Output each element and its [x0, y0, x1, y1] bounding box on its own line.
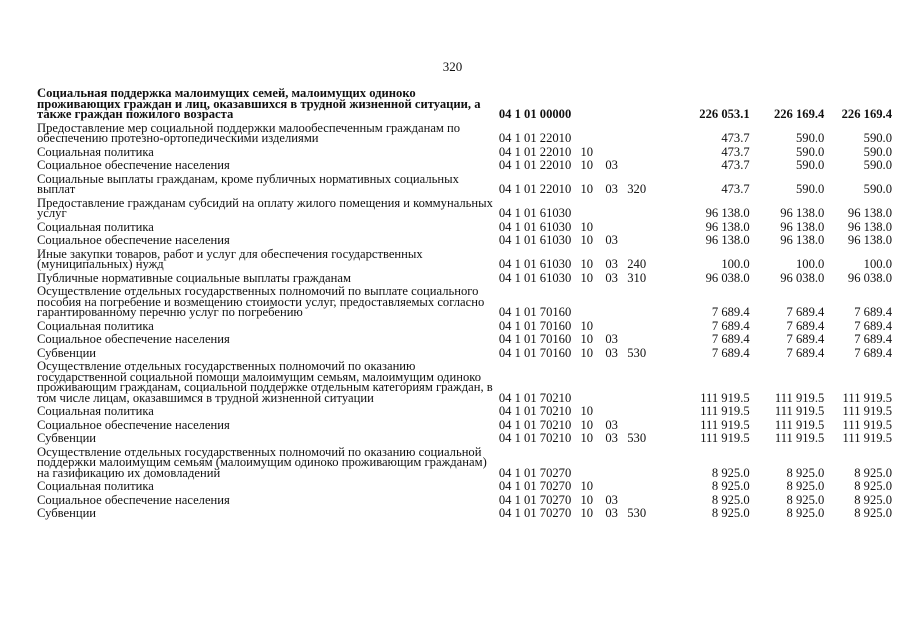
row-name: Осуществление отдельных государственных полномочий по оказанию государственной социальной помощи малоимущим семьям, малоимущим одиноко проживающим гражданам, социальной поддержке отдельным категориям граждан, в том числе лицам, оказавшимся в трудной жизненной ситуации [37, 359, 493, 405]
row-name: Социальное обеспечение населения [37, 492, 230, 507]
row-name: Осуществление отдельных государственных полномочий по выплате социального пособия на погребение и возмещению стоимости услуг, предоставляемых согласно гарантированному перечню услуг по погребению [37, 284, 485, 319]
amount-year-1: 7 689.4 [711, 332, 750, 346]
table-row [37, 144, 892, 158]
row-name: Социальная политика [37, 404, 154, 418]
target-code: 04 1 01 22010 [498, 144, 572, 159]
amount-year-3: 96 138.0 [847, 219, 892, 234]
amount-year-2: 111 919.5 [774, 431, 825, 445]
table-row [37, 283, 892, 318]
expense-type-code: 240 [627, 257, 647, 271]
section-code: 10 [580, 233, 594, 247]
amount-year-2: 7 689.4 [786, 332, 825, 346]
table-row [37, 232, 892, 246]
row-name: Социальная политика [37, 318, 154, 333]
amount-year-2: 7 689.4 [786, 318, 825, 333]
row-name: Осуществление отдельных государственных полномочий по оказанию социальной поддержки малоимущим семьям (малоимущим одиноко проживающим гражданам) на газификацию их домовладений [37, 444, 487, 480]
section-code: 10 [580, 345, 594, 360]
amount-year-1: 96 138.0 [705, 233, 750, 247]
amount-year-2: 96 138.0 [780, 206, 825, 220]
amount-year-1: 473.7 [721, 182, 750, 196]
table-row [37, 171, 892, 195]
subsection-code: 03 [605, 417, 618, 432]
row-name: Социальная поддержка малоимущих семей, малоимущих одиноко проживающих граждан и лиц, оказавшихся в трудной жизненной ситуации, а также граждан пожилого возраста [37, 86, 481, 121]
section-code: 10 [580, 158, 594, 172]
amount-year-3: 7 689.4 [854, 318, 892, 333]
row-name: Социальное обеспечение населения [37, 417, 230, 432]
amount-year-3: 7 689.4 [854, 332, 892, 346]
table-row [37, 318, 892, 332]
amount-year-3: 96 138.0 [847, 206, 892, 220]
table-row [37, 270, 892, 284]
amount-year-3: 8 925.0 [854, 479, 892, 493]
amount-year-3: 8 925.0 [854, 492, 892, 507]
amount-year-1: 111 919.5 [700, 390, 750, 405]
target-code: 04 1 01 70270 [498, 465, 572, 480]
row-name: Социальная политика [37, 219, 154, 234]
amount-year-3: 111 919.5 [842, 431, 892, 445]
row-name: Социальная политика [37, 479, 154, 493]
target-code: 04 1 01 22010 [498, 158, 572, 172]
subsection-code: 03 [605, 257, 618, 271]
amount-year-1: 473.7 [721, 131, 750, 145]
section-code: 10 [580, 479, 594, 493]
amount-year-1: 7 689.4 [711, 305, 750, 319]
row-name: Субвенции [37, 345, 97, 360]
section-code: 10 [580, 257, 594, 271]
section-code: 10 [580, 431, 594, 445]
target-code: 04 1 01 22010 [498, 131, 572, 145]
table-row [37, 246, 892, 270]
amount-year-1: 111 919.5 [700, 417, 750, 432]
amount-year-1: 7 689.4 [711, 318, 750, 333]
table-row [37, 195, 892, 219]
amount-year-3: 8 925.0 [854, 506, 892, 520]
row-name: Иные закупки товаров, работ и услуг для обеспечения государственных (муниципальных) нужд [37, 246, 423, 271]
expense-type-code: 320 [627, 182, 647, 196]
table-row [37, 85, 892, 120]
amount-year-3: 8 925.0 [854, 465, 892, 480]
target-code: 04 1 01 70270 [498, 492, 572, 507]
target-code: 04 1 01 61030 [498, 206, 572, 220]
amount-year-1: 8 925.0 [711, 492, 750, 507]
subsection-code: 03 [605, 332, 618, 346]
amount-year-3: 111 919.5 [842, 417, 892, 432]
subsection-code: 03 [605, 233, 618, 247]
amount-year-1: 8 925.0 [711, 479, 750, 493]
target-code: 04 1 01 61030 [498, 270, 572, 285]
amount-year-1: 8 925.0 [711, 506, 750, 520]
row-name: Предоставление мер социальной поддержки малообеспеченным гражданам по обеспечению протезно-ортопедическими изделиями [37, 120, 461, 145]
table-row [37, 331, 892, 345]
row-name: Социальные выплаты гражданам, кроме публичных нормативных социальных выплат [37, 171, 459, 196]
row-name: Социальная политика [37, 144, 154, 159]
target-code: 04 1 01 70160 [498, 332, 572, 346]
subsection-code: 03 [605, 492, 618, 507]
amount-year-3: 590.0 [863, 158, 892, 172]
amount-year-2: 100.0 [795, 257, 825, 271]
subsection-code: 03 [605, 182, 618, 196]
expense-type-code: 530 [627, 431, 647, 445]
target-code: 04 1 01 70210 [498, 390, 572, 405]
amount-year-3: 590.0 [863, 131, 892, 145]
amount-year-1: 473.7 [721, 144, 750, 159]
target-code: 04 1 01 70270 [498, 506, 572, 520]
amount-year-1: 8 925.0 [711, 465, 750, 480]
table-row [37, 444, 892, 479]
table-row [37, 417, 892, 431]
row-name: Социальное обеспечение населения [37, 332, 230, 346]
target-code: 04 1 01 70160 [498, 318, 572, 333]
section-code: 10 [580, 404, 594, 418]
table-row [37, 505, 892, 519]
target-code: 04 1 01 61030 [498, 219, 572, 234]
section-code: 10 [580, 332, 594, 346]
amount-year-1: 96 138.0 [705, 219, 750, 234]
row-name: Субвенции [37, 431, 97, 445]
amount-year-2: 96 038.0 [780, 270, 825, 285]
amount-year-2: 590.0 [795, 158, 825, 172]
amount-year-1: 473.7 [721, 158, 750, 172]
target-code: 04 1 01 70160 [498, 345, 572, 360]
amount-year-2: 96 138.0 [780, 233, 825, 247]
section-code: 10 [580, 182, 594, 196]
target-code: 04 1 01 22010 [498, 182, 572, 196]
table-row [37, 403, 892, 417]
amount-year-3: 100.0 [863, 257, 892, 271]
amount-year-2: 590.0 [795, 144, 825, 159]
table-row [37, 478, 892, 492]
amount-year-3: 96 138.0 [847, 233, 892, 247]
amount-year-3: 96 038.0 [847, 270, 892, 285]
subsection-code: 03 [605, 270, 618, 285]
amount-year-2: 96 138.0 [780, 219, 825, 234]
amount-year-3: 111 919.5 [842, 404, 892, 418]
amount-year-2: 7 689.4 [786, 345, 825, 360]
row-name: Предоставление гражданам субсидий на оплату жилого помещения и коммунальных услуг [37, 195, 493, 220]
table-row [37, 430, 892, 444]
table-row [37, 157, 892, 171]
row-name: Социальное обеспечение населения [37, 158, 230, 172]
target-code: 04 1 01 70270 [498, 479, 572, 493]
amount-year-2: 590.0 [795, 131, 825, 145]
row-name: Публичные нормативные социальные выплаты гражданам [37, 270, 351, 285]
amount-year-3: 590.0 [863, 182, 892, 196]
table-row [37, 345, 892, 359]
target-code: 04 1 01 61030 [498, 233, 572, 247]
row-name: Социальное обеспечение населения [37, 233, 230, 247]
target-code: 04 1 01 70160 [498, 305, 572, 319]
subsection-code: 03 [605, 506, 618, 520]
target-code: 04 1 01 61030 [498, 257, 572, 271]
amount-year-2: 7 689.4 [786, 305, 825, 319]
section-code: 10 [580, 219, 594, 234]
amount-year-3: 226 169.4 [841, 107, 892, 121]
amount-year-1: 100.0 [721, 257, 750, 271]
amount-year-1: 7 689.4 [711, 345, 750, 360]
target-code: 04 1 01 70210 [498, 417, 572, 432]
amount-year-2: 226 169.4 [773, 107, 825, 121]
subsection-code: 03 [605, 345, 618, 360]
expense-type-code: 310 [627, 270, 647, 285]
table-row [37, 358, 892, 403]
target-code: 04 1 01 70210 [498, 431, 572, 445]
amount-year-3: 590.0 [863, 144, 892, 159]
amount-year-1: 226 053.1 [699, 107, 750, 121]
section-code: 10 [580, 492, 594, 507]
table-row [37, 492, 892, 506]
subsection-code: 03 [605, 431, 618, 445]
amount-year-2: 8 925.0 [786, 465, 825, 480]
section-code: 10 [580, 270, 594, 285]
amount-year-3: 7 689.4 [854, 345, 892, 360]
amount-year-3: 111 919.5 [842, 390, 892, 405]
target-code: 04 1 01 70210 [498, 404, 572, 418]
page-number: 320 [442, 59, 463, 74]
amount-year-2: 111 919.5 [774, 417, 825, 432]
row-name: Субвенции [37, 506, 97, 520]
amount-year-1: 111 919.5 [700, 404, 750, 418]
amount-year-2: 111 919.5 [774, 390, 825, 405]
target-code: 04 1 01 00000 [498, 107, 572, 121]
budget-table [37, 85, 892, 519]
expense-type-code: 530 [627, 345, 647, 360]
amount-year-1: 111 919.5 [700, 431, 750, 445]
expense-type-code: 530 [627, 506, 647, 520]
amount-year-2: 8 925.0 [786, 492, 825, 507]
amount-year-2: 111 919.5 [774, 404, 825, 418]
section-code: 10 [580, 506, 594, 520]
section-code: 10 [580, 318, 594, 333]
table-row [37, 120, 892, 144]
amount-year-3: 7 689.4 [854, 305, 892, 319]
amount-year-2: 8 925.0 [786, 506, 825, 520]
subsection-code: 03 [605, 158, 618, 172]
section-code: 10 [580, 144, 594, 159]
amount-year-1: 96 038.0 [705, 270, 750, 285]
amount-year-1: 96 138.0 [705, 206, 750, 220]
amount-year-2: 8 925.0 [786, 479, 825, 493]
section-code: 10 [580, 417, 594, 432]
amount-year-2: 590.0 [795, 182, 825, 196]
table-row [37, 219, 892, 233]
